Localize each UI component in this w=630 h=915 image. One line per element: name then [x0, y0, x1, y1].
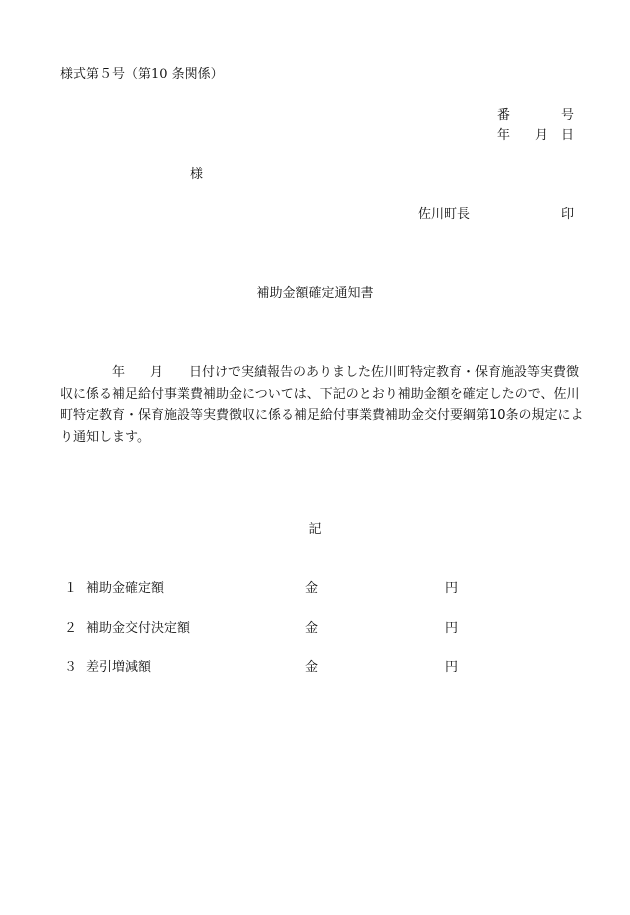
- item-currency-prefix: 金: [305, 581, 319, 596]
- item-row: [0, 622, 630, 638]
- item-unit: 円: [445, 660, 459, 675]
- body-line-1-text: 日付けで実績報告のありました佐川町特定教育・保育施設等実費徴: [189, 365, 580, 380]
- body-line-4: り通知します。: [60, 429, 150, 445]
- record-heading: 記: [308, 522, 322, 537]
- document-number-label: 番: [497, 108, 511, 123]
- body-line-2: 収に係る補足給付事業費補助金については、下記のとおり補助金額を確定したので、佐川: [60, 386, 580, 402]
- item-currency-prefix: 金: [305, 660, 319, 675]
- body-line-3: 町特定教育・保育施設等実費徴収に係る補足給付事業費補助金交付要綱第10条の規定によ: [60, 408, 584, 423]
- item-row: [0, 582, 630, 598]
- item-number: １: [64, 581, 78, 596]
- sender-name: 佐川町長: [418, 207, 471, 222]
- recipient-honorific: 様: [190, 167, 204, 182]
- document-title: 補助金額確定通知書: [256, 286, 374, 301]
- body-month-label: 月: [150, 365, 164, 380]
- date-year-label: 年: [497, 128, 511, 143]
- seal-mark: 印: [561, 207, 575, 222]
- item-label: 補助金交付決定額: [86, 621, 191, 636]
- body-line-1: [60, 362, 580, 384]
- item-number: ２: [64, 621, 78, 636]
- date-day-label: 日: [561, 128, 575, 143]
- item-number: ３: [64, 660, 78, 675]
- date-month-label: 月: [535, 128, 549, 143]
- body-paragraph: [60, 362, 584, 448]
- item-label: 補助金確定額: [86, 581, 165, 596]
- form-number: 様式第５号（第10 条関係）: [60, 67, 224, 82]
- body-year-label: 年: [112, 365, 126, 380]
- document-number-suffix: 号: [561, 108, 575, 123]
- item-currency-prefix: 金: [305, 621, 319, 636]
- item-unit: 円: [445, 581, 459, 596]
- item-unit: 円: [445, 621, 459, 636]
- item-row: [0, 661, 630, 677]
- item-label: 差引増減額: [86, 660, 152, 675]
